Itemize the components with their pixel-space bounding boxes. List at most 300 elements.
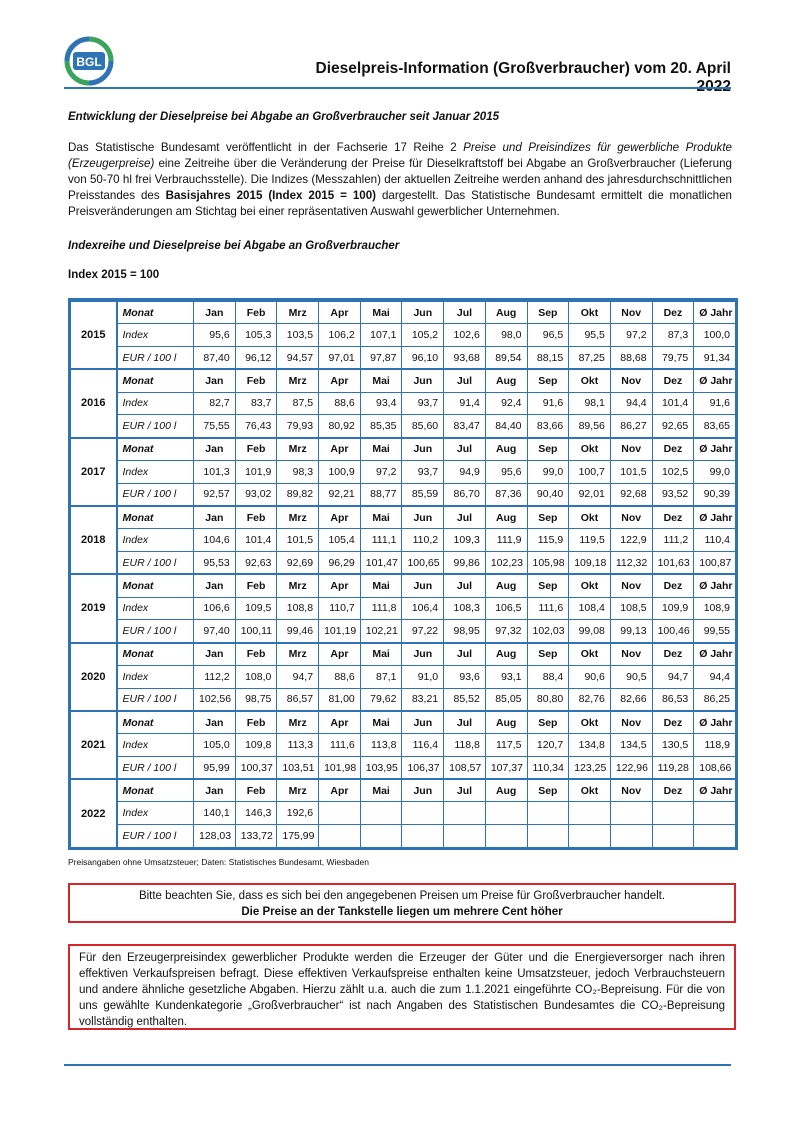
month-header: Sep bbox=[527, 711, 569, 734]
index-value: 118,9 bbox=[694, 734, 736, 757]
eur-value: 93,52 bbox=[652, 483, 694, 506]
table-row-index bbox=[71, 665, 736, 688]
month-header: Jul bbox=[444, 369, 486, 392]
index-value: 106,4 bbox=[402, 597, 444, 620]
month-header: Jun bbox=[402, 643, 444, 666]
month-header: Okt bbox=[569, 779, 611, 802]
eur-value: 86,27 bbox=[610, 415, 652, 438]
month-header: Mrz bbox=[277, 301, 319, 324]
month-header: Mai bbox=[360, 438, 402, 461]
month-header: Okt bbox=[569, 301, 611, 324]
month-header: Jan bbox=[194, 711, 236, 734]
month-header: Dez bbox=[652, 369, 694, 392]
year-block-2022 bbox=[71, 779, 736, 847]
index-value: 101,5 bbox=[277, 529, 319, 552]
row-label-index: Index bbox=[117, 529, 194, 552]
row-label-month: Monat bbox=[117, 574, 194, 597]
index-value: 119,5 bbox=[569, 529, 611, 552]
eur-value: 95,53 bbox=[194, 551, 236, 574]
index-value bbox=[319, 802, 361, 825]
month-header: Apr bbox=[319, 643, 361, 666]
month-header: Jul bbox=[444, 506, 486, 529]
month-header: Feb bbox=[235, 574, 277, 597]
month-header: Jun bbox=[402, 711, 444, 734]
index-value: 111,6 bbox=[319, 734, 361, 757]
eur-value: 96,12 bbox=[235, 347, 277, 370]
row-label-eur: EUR / 100 l bbox=[117, 756, 194, 779]
index-value: 93,7 bbox=[402, 392, 444, 415]
eur-value bbox=[402, 825, 444, 848]
eur-value: 86,25 bbox=[694, 688, 736, 711]
table-row-eur bbox=[71, 483, 736, 506]
eur-value: 123,25 bbox=[569, 756, 611, 779]
eur-value: 99,13 bbox=[610, 620, 652, 643]
month-header: Aug bbox=[485, 574, 527, 597]
eur-value: 82,66 bbox=[610, 688, 652, 711]
table-row-eur bbox=[71, 620, 736, 643]
index-value: 100,7 bbox=[569, 460, 611, 483]
eur-value: 92,21 bbox=[319, 483, 361, 506]
month-header: Okt bbox=[569, 438, 611, 461]
eur-value: 110,34 bbox=[527, 756, 569, 779]
index-value: 106,2 bbox=[319, 324, 361, 347]
index-value: 108,8 bbox=[277, 597, 319, 620]
month-header: Apr bbox=[319, 438, 361, 461]
index-value: 108,3 bbox=[444, 597, 486, 620]
month-header: Nov bbox=[610, 711, 652, 734]
index-value bbox=[402, 802, 444, 825]
eur-value: 83,65 bbox=[694, 415, 736, 438]
table-row-index bbox=[71, 324, 736, 347]
index-value: 130,5 bbox=[652, 734, 694, 757]
index-value: 108,5 bbox=[610, 597, 652, 620]
eur-value bbox=[485, 825, 527, 848]
table-row-eur bbox=[71, 825, 736, 848]
eur-value: 100,37 bbox=[235, 756, 277, 779]
month-header: Mai bbox=[360, 506, 402, 529]
index-value: 91,6 bbox=[527, 392, 569, 415]
table-row-index bbox=[71, 392, 736, 415]
eur-value: 98,75 bbox=[235, 688, 277, 711]
index-value: 106,6 bbox=[194, 597, 236, 620]
eur-value: 92,69 bbox=[277, 551, 319, 574]
eur-value: 75,55 bbox=[194, 415, 236, 438]
index-value: 192,6 bbox=[277, 802, 319, 825]
month-header: Sep bbox=[527, 506, 569, 529]
month-header: Dez bbox=[652, 643, 694, 666]
index-value: 116,4 bbox=[402, 734, 444, 757]
eur-value: 106,37 bbox=[402, 756, 444, 779]
month-header: Aug bbox=[485, 643, 527, 666]
row-label-index: Index bbox=[117, 324, 194, 347]
eur-value: 103,51 bbox=[277, 756, 319, 779]
index-value: 96,5 bbox=[527, 324, 569, 347]
eur-value bbox=[610, 825, 652, 848]
eur-value: 92,63 bbox=[235, 551, 277, 574]
eur-value: 85,52 bbox=[444, 688, 486, 711]
eur-value: 82,76 bbox=[569, 688, 611, 711]
eur-value: 95,99 bbox=[194, 756, 236, 779]
eur-value: 101,98 bbox=[319, 756, 361, 779]
month-header: Mai bbox=[360, 779, 402, 802]
month-header: Jul bbox=[444, 711, 486, 734]
index-value: 109,3 bbox=[444, 529, 486, 552]
month-header: Sep bbox=[527, 369, 569, 392]
row-label-eur: EUR / 100 l bbox=[117, 825, 194, 848]
month-header: Mai bbox=[360, 301, 402, 324]
month-header: Mrz bbox=[277, 711, 319, 734]
eur-value: 103,95 bbox=[360, 756, 402, 779]
eur-value: 90,39 bbox=[694, 483, 736, 506]
index-value: 134,5 bbox=[610, 734, 652, 757]
month-header: Aug bbox=[485, 438, 527, 461]
eur-value: 88,77 bbox=[360, 483, 402, 506]
table-row-month bbox=[71, 301, 736, 324]
index-value: 93,7 bbox=[402, 460, 444, 483]
eur-value: 93,02 bbox=[235, 483, 277, 506]
index-value: 94,7 bbox=[277, 665, 319, 688]
year-cell: 2019 bbox=[71, 574, 117, 642]
page-title: Dieselpreis-Information (Großverbraucher) vom 20. April 2022 bbox=[315, 60, 731, 95]
index-value: 106,5 bbox=[485, 597, 527, 620]
notice-line-2: Die Preise an der Tankstelle liegen um mehrere Cent höher bbox=[241, 906, 563, 918]
row-label-index: Index bbox=[117, 392, 194, 415]
month-header: Jan bbox=[194, 779, 236, 802]
index-value bbox=[485, 802, 527, 825]
eur-value: 88,15 bbox=[527, 347, 569, 370]
index-value: 90,5 bbox=[610, 665, 652, 688]
table-row-month bbox=[71, 643, 736, 666]
month-header: Dez bbox=[652, 301, 694, 324]
eur-value: 83,66 bbox=[527, 415, 569, 438]
index-value bbox=[569, 802, 611, 825]
eur-value: 96,10 bbox=[402, 347, 444, 370]
month-header: Aug bbox=[485, 779, 527, 802]
table-row-eur bbox=[71, 415, 736, 438]
index-value: 117,5 bbox=[485, 734, 527, 757]
eur-value: 79,62 bbox=[360, 688, 402, 711]
eur-value: 81,00 bbox=[319, 688, 361, 711]
eur-value bbox=[569, 825, 611, 848]
price-index-table bbox=[68, 298, 738, 850]
index-value: 94,7 bbox=[652, 665, 694, 688]
month-header: Nov bbox=[610, 301, 652, 324]
index-value: 105,0 bbox=[194, 734, 236, 757]
eur-value: 93,68 bbox=[444, 347, 486, 370]
index-value: 102,6 bbox=[444, 324, 486, 347]
eur-value: 175,99 bbox=[277, 825, 319, 848]
index-value: 105,4 bbox=[319, 529, 361, 552]
index-value: 93,1 bbox=[485, 665, 527, 688]
index-value: 91,6 bbox=[694, 392, 736, 415]
month-header: Nov bbox=[610, 438, 652, 461]
month-header: Jul bbox=[444, 438, 486, 461]
eur-value: 97,40 bbox=[194, 620, 236, 643]
index-value: 107,1 bbox=[360, 324, 402, 347]
table-row-month bbox=[71, 711, 736, 734]
index-value: 93,4 bbox=[360, 392, 402, 415]
eur-value: 107,37 bbox=[485, 756, 527, 779]
row-label-month: Monat bbox=[117, 779, 194, 802]
index-value: 111,2 bbox=[652, 529, 694, 552]
month-header: Okt bbox=[569, 711, 611, 734]
row-label-index: Index bbox=[117, 460, 194, 483]
eur-value: 85,35 bbox=[360, 415, 402, 438]
index-value bbox=[527, 802, 569, 825]
month-header: Okt bbox=[569, 574, 611, 597]
month-header: Jan bbox=[194, 574, 236, 597]
index-value: 140,1 bbox=[194, 802, 236, 825]
index-value: 101,4 bbox=[652, 392, 694, 415]
eur-value: 83,47 bbox=[444, 415, 486, 438]
month-header: Sep bbox=[527, 779, 569, 802]
eur-value: 102,23 bbox=[485, 551, 527, 574]
eur-value: 89,82 bbox=[277, 483, 319, 506]
month-header: Jan bbox=[194, 506, 236, 529]
month-header: Nov bbox=[610, 574, 652, 597]
notice-line-1: Bitte beachten Sie, dass es sich bei den angegebenen Preisen um Preise für Großverbraucher handelt. bbox=[138, 890, 666, 902]
year-block-2015 bbox=[71, 301, 736, 369]
month-header: Mai bbox=[360, 643, 402, 666]
eur-value: 79,75 bbox=[652, 347, 694, 370]
eur-value: 97,32 bbox=[485, 620, 527, 643]
eur-value: 91,34 bbox=[694, 347, 736, 370]
year-cell: 2016 bbox=[71, 369, 117, 437]
eur-value: 92,57 bbox=[194, 483, 236, 506]
table-row-month bbox=[71, 779, 736, 802]
row-label-eur: EUR / 100 l bbox=[117, 483, 194, 506]
table-row-eur bbox=[71, 551, 736, 574]
eur-value: 90,40 bbox=[527, 483, 569, 506]
row-label-index: Index bbox=[117, 802, 194, 825]
eur-value: 102,03 bbox=[527, 620, 569, 643]
month-header: Mrz bbox=[277, 438, 319, 461]
index-value: 101,4 bbox=[235, 529, 277, 552]
index-value: 100,0 bbox=[694, 324, 736, 347]
index-value: 108,4 bbox=[569, 597, 611, 620]
month-header: Dez bbox=[652, 574, 694, 597]
month-header: Okt bbox=[569, 643, 611, 666]
month-header: Mrz bbox=[277, 506, 319, 529]
eur-value: 83,21 bbox=[402, 688, 444, 711]
index-value: 87,5 bbox=[277, 392, 319, 415]
index-value: 146,3 bbox=[235, 802, 277, 825]
index-value: 110,2 bbox=[402, 529, 444, 552]
row-label-month: Monat bbox=[117, 438, 194, 461]
section-title-indexreihe: Indexreihe und Dieselpreise bei Abgabe an Großverbraucher bbox=[68, 240, 400, 252]
month-header: Jul bbox=[444, 779, 486, 802]
month-header: Sep bbox=[527, 438, 569, 461]
eur-value: 100,46 bbox=[652, 620, 694, 643]
month-header: Jan bbox=[194, 643, 236, 666]
year-block-2018 bbox=[71, 506, 736, 574]
month-header: Feb bbox=[235, 643, 277, 666]
index-value: 109,8 bbox=[235, 734, 277, 757]
eur-value: 101,47 bbox=[360, 551, 402, 574]
year-cell: 2015 bbox=[71, 301, 117, 369]
month-header: Feb bbox=[235, 369, 277, 392]
index-value bbox=[444, 802, 486, 825]
eur-value: 98,95 bbox=[444, 620, 486, 643]
year-block-2020 bbox=[71, 643, 736, 711]
row-label-month: Monat bbox=[117, 369, 194, 392]
month-header: Ø Jahr bbox=[694, 369, 736, 392]
eur-value bbox=[694, 825, 736, 848]
month-header: Jun bbox=[402, 574, 444, 597]
month-header: Feb bbox=[235, 711, 277, 734]
table-row-eur bbox=[71, 688, 736, 711]
eur-value: 100,87 bbox=[694, 551, 736, 574]
eur-value: 102,21 bbox=[360, 620, 402, 643]
month-header: Ø Jahr bbox=[694, 779, 736, 802]
index-value: 109,9 bbox=[652, 597, 694, 620]
eur-value: 92,65 bbox=[652, 415, 694, 438]
index-value: 95,6 bbox=[194, 324, 236, 347]
eur-value: 89,56 bbox=[569, 415, 611, 438]
index-value: 94,9 bbox=[444, 460, 486, 483]
month-header: Jan bbox=[194, 301, 236, 324]
month-header: Sep bbox=[527, 301, 569, 324]
month-header: Jul bbox=[444, 301, 486, 324]
index-value: 94,4 bbox=[610, 392, 652, 415]
month-header: Okt bbox=[569, 369, 611, 392]
month-header: Nov bbox=[610, 506, 652, 529]
month-header: Jun bbox=[402, 779, 444, 802]
eur-value: 76,43 bbox=[235, 415, 277, 438]
eur-value: 92,01 bbox=[569, 483, 611, 506]
eur-value: 92,68 bbox=[610, 483, 652, 506]
index-value: 103,5 bbox=[277, 324, 319, 347]
row-label-eur: EUR / 100 l bbox=[117, 347, 194, 370]
eur-value bbox=[444, 825, 486, 848]
index-value: 98,3 bbox=[277, 460, 319, 483]
section-title-entwicklung: Entwicklung der Dieselpreise bei Abgabe an Großverbraucher seit Januar 2015 bbox=[68, 111, 499, 123]
index-value: 104,6 bbox=[194, 529, 236, 552]
table-row-eur bbox=[71, 756, 736, 779]
month-header: Dez bbox=[652, 438, 694, 461]
year-block-2017 bbox=[71, 438, 736, 506]
month-header: Mrz bbox=[277, 643, 319, 666]
month-header: Mrz bbox=[277, 779, 319, 802]
month-header: Apr bbox=[319, 506, 361, 529]
month-header: Mai bbox=[360, 574, 402, 597]
month-header: Aug bbox=[485, 301, 527, 324]
index-value: 101,9 bbox=[235, 460, 277, 483]
index-value: 105,3 bbox=[235, 324, 277, 347]
index-value: 111,9 bbox=[485, 529, 527, 552]
index-value: 93,6 bbox=[444, 665, 486, 688]
index-value bbox=[360, 802, 402, 825]
index-value: 94,4 bbox=[694, 665, 736, 688]
index-value: 101,5 bbox=[610, 460, 652, 483]
table-row-index bbox=[71, 460, 736, 483]
index-value: 98,0 bbox=[485, 324, 527, 347]
eur-value bbox=[527, 825, 569, 848]
index-value: 87,3 bbox=[652, 324, 694, 347]
index-value: 97,2 bbox=[360, 460, 402, 483]
month-header: Jul bbox=[444, 574, 486, 597]
month-header: Sep bbox=[527, 574, 569, 597]
eur-value: 89,54 bbox=[485, 347, 527, 370]
table-row-index bbox=[71, 802, 736, 825]
index-base-label: Index 2015 = 100 bbox=[68, 269, 160, 281]
eur-value: 97,87 bbox=[360, 347, 402, 370]
year-cell: 2022 bbox=[71, 779, 117, 847]
index-value: 108,9 bbox=[694, 597, 736, 620]
table-row-index bbox=[71, 734, 736, 757]
eur-value: 87,40 bbox=[194, 347, 236, 370]
month-header: Ø Jahr bbox=[694, 506, 736, 529]
row-label-month: Monat bbox=[117, 643, 194, 666]
year-block-2016 bbox=[71, 369, 736, 437]
month-header: Nov bbox=[610, 643, 652, 666]
eur-value: 99,08 bbox=[569, 620, 611, 643]
month-header: Apr bbox=[319, 711, 361, 734]
eur-value: 88,68 bbox=[610, 347, 652, 370]
month-header: Ø Jahr bbox=[694, 574, 736, 597]
month-header: Feb bbox=[235, 301, 277, 324]
month-header: Jun bbox=[402, 506, 444, 529]
eur-value: 86,53 bbox=[652, 688, 694, 711]
index-value: 134,8 bbox=[569, 734, 611, 757]
month-header: Okt bbox=[569, 506, 611, 529]
month-header: Dez bbox=[652, 711, 694, 734]
eur-value: 80,92 bbox=[319, 415, 361, 438]
index-value: 109,5 bbox=[235, 597, 277, 620]
eur-value: 85,60 bbox=[402, 415, 444, 438]
index-value: 88,6 bbox=[319, 392, 361, 415]
month-header: Sep bbox=[527, 643, 569, 666]
month-header: Mrz bbox=[277, 574, 319, 597]
eur-value bbox=[319, 825, 361, 848]
index-value: 99,0 bbox=[694, 460, 736, 483]
table-row-index bbox=[71, 529, 736, 552]
eur-value: 109,18 bbox=[569, 551, 611, 574]
month-header: Nov bbox=[610, 369, 652, 392]
year-block-2019 bbox=[71, 574, 736, 642]
index-value: 87,1 bbox=[360, 665, 402, 688]
row-label-month: Monat bbox=[117, 506, 194, 529]
index-value bbox=[652, 802, 694, 825]
eur-value: 119,28 bbox=[652, 756, 694, 779]
index-value: 120,7 bbox=[527, 734, 569, 757]
month-header: Jun bbox=[402, 369, 444, 392]
index-value: 110,7 bbox=[319, 597, 361, 620]
eur-value: 108,66 bbox=[694, 756, 736, 779]
eur-value: 112,32 bbox=[610, 551, 652, 574]
month-header: Ø Jahr bbox=[694, 438, 736, 461]
eur-value: 80,80 bbox=[527, 688, 569, 711]
row-label-index: Index bbox=[117, 597, 194, 620]
month-header: Mai bbox=[360, 369, 402, 392]
row-label-eur: EUR / 100 l bbox=[117, 415, 194, 438]
index-value: 105,2 bbox=[402, 324, 444, 347]
eur-value: 86,57 bbox=[277, 688, 319, 711]
eur-value: 133,72 bbox=[235, 825, 277, 848]
index-value: 95,6 bbox=[485, 460, 527, 483]
month-header: Ø Jahr bbox=[694, 301, 736, 324]
index-value: 90,6 bbox=[569, 665, 611, 688]
month-header: Mrz bbox=[277, 369, 319, 392]
index-value: 88,6 bbox=[319, 665, 361, 688]
eur-value: 100,65 bbox=[402, 551, 444, 574]
index-value: 111,1 bbox=[360, 529, 402, 552]
eur-value: 87,25 bbox=[569, 347, 611, 370]
month-header: Aug bbox=[485, 711, 527, 734]
month-header: Apr bbox=[319, 574, 361, 597]
eur-value: 97,01 bbox=[319, 347, 361, 370]
month-header: Jan bbox=[194, 369, 236, 392]
